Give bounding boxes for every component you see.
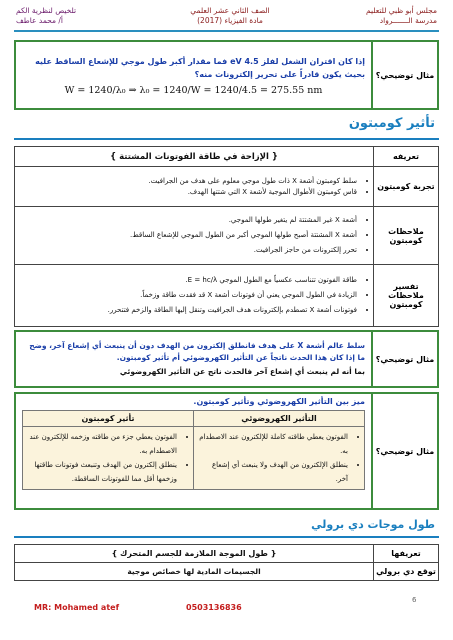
example3-box (14, 392, 439, 510)
compton-expl-label: تفسير ملاحظات كومبتون (374, 265, 439, 327)
list-item: • فوتونات أشعة X تصطدم بإلكترونات هدف الجرافيت وتنقل إليها الطاقة والزخم فتتحرر. (19, 303, 357, 318)
school-info (366, 6, 437, 26)
compton-table (14, 146, 439, 327)
list-item: • أشعة X المشتتة أصبح طولها الموجي أكبر من الطول الموجي للإشعاع الساقط. (19, 228, 357, 243)
author-name: أ/ محمد عاطف (16, 16, 64, 25)
author-info (16, 6, 76, 26)
list-item: • طاقة الفوتون تتناسب عكسياً مع الطول الموجي E = hc/λ. (19, 273, 357, 288)
example1-box (14, 40, 439, 110)
list-item: • تحرر إلكترونات من حاجز الجرافيت. (19, 243, 357, 258)
debroglie-table (14, 544, 439, 581)
debroglie-def-label: تعريفها (374, 545, 439, 563)
debroglie-title-rule (14, 536, 439, 538)
list-item: • أشعة X غير المشتتة لم يتغير طولها الموجي. (19, 213, 357, 228)
example2-question: سلط عالم أشعة X على هدف فانطلق إلكترون من الهدف دون أن ينبعث أي إشعاع آخر، وضح ما إذا كان هذا الحدث ناتجاً عن التأثير الكهروضوئي أم تأثير كومبتون. (29, 341, 365, 362)
grade-label: الصف الثاني عشر العلمي (190, 6, 270, 15)
example1-question: إذا كان اقتران الشغل لفلز 4.5 eV فما مقدار أكبر طول موجي للإشعاع الساقط عليه بحيث يكون قادراً على تحرير إلكترونات منه؟ (35, 56, 365, 79)
list-item: • ينطلق إلكترون من الهدف وتنبعث فوتونات طاقتها وزخمها أقل مما للفوتونات الساقطة. (27, 458, 177, 486)
list-item: • ينطلق الإلكترون من الهدف ولا ينبعث أي إشعاع آخر. (198, 458, 348, 486)
header-divider (14, 30, 439, 32)
example1-solution: W = 1240/λ₀ ⇒ λ₀ = 1240/W = 1240/4.5 = 275.55 nm (64, 84, 323, 96)
footer-phone: 0503136836 (186, 603, 242, 612)
summary-title: تلخيص لنظرية الكم (16, 6, 77, 15)
list-item: • الفوتون يعطي طاقته كاملة للإلكترون عند الاصطدام به. (198, 430, 348, 458)
debroglie-pred: الجسيمات المادية لها خصائص موجية (15, 563, 374, 581)
list-item: • قاس كومبتون الأطوال الموجية لأشعة X التي شتتها الهدف. (19, 187, 357, 198)
example3-question: ميز بين التأثير الكهروضوئي وتأثير كومبتون. (193, 397, 365, 406)
compton-title: تأثير كومبتون (348, 116, 435, 131)
debroglie-def: { طول الموجة الملازمة للجسم المتحرك } (15, 545, 374, 563)
compton-def-label: تعريفه (374, 147, 439, 167)
example2-label: مثال توضيحي؟ (372, 331, 438, 387)
compton-title-rule (14, 138, 439, 140)
debroglie-pred-label: توقع دي برولي (374, 563, 439, 581)
compton-points (27, 430, 189, 486)
compton-col-title: تأثير كومبتون (23, 411, 194, 427)
page-number: 6 (412, 596, 417, 604)
footer-name: MR: Mohamed atef (34, 603, 120, 612)
example2-box (14, 330, 439, 388)
list-item: • الزيادة في الطول الموجي يعني أن فوتونات أشعة X قد فقدت طاقة وزخماً. (19, 288, 357, 303)
photo-points (198, 430, 360, 486)
compton-obs-label: ملاحظات كومبتون (374, 207, 439, 265)
course-info (150, 6, 310, 26)
comparison-table (22, 410, 365, 490)
subject-label: مادة الفيزياء (2017) (197, 16, 263, 25)
example3-label: مثال توضيحي؟ (372, 393, 438, 509)
example1-label: مثال توضيحي؟ (372, 41, 438, 109)
list-item: • الفوتون يعطي جزء من طاقته وزخمه للإلكترون عند الاصطدام به. (27, 430, 177, 458)
example2-answer: بما أنه لم ينبعث أي إشعاع آخر فالحدث ناتج عن التأثير الكهروضوئي (119, 367, 365, 376)
list-item: • سلط كومبتون أشعة X ذات طول موجي معلوم على هدف من الجرافيت. (19, 176, 357, 187)
photo-col-title: التأثير الكهروضوئي (194, 411, 365, 427)
council-name: مجلس أبو ظبي للتعليم (366, 6, 437, 15)
debroglie-title: طول موجات دي برولي (311, 518, 435, 531)
compton-def: { الإزاحة في طاقة الفوتونات المشتتة } (15, 147, 374, 167)
compton-expl-list (19, 273, 369, 318)
compton-exp-label: تجربة كومبتون (374, 167, 439, 207)
school-name: مدرسة الـــــــرواد (379, 16, 437, 25)
compton-exp-list (19, 176, 369, 198)
compton-obs-list (19, 213, 369, 258)
